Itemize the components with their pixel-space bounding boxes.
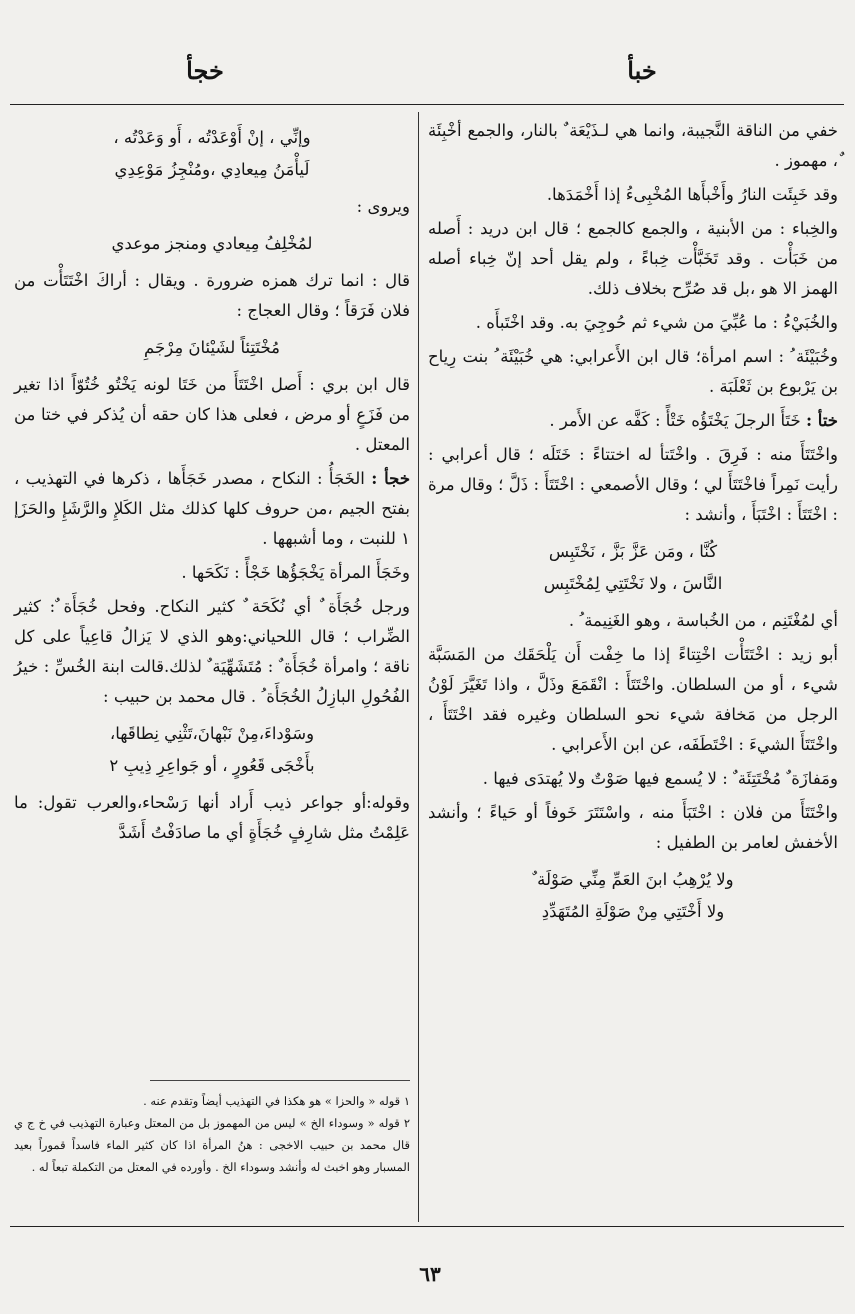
- entry-text: خَتَأَ الرجلَ يَخْتَؤُه خَتْأً : كَفَّه عن الأَمر .: [549, 411, 801, 430]
- footer-rule: [10, 1226, 844, 1227]
- entry-headword: ختأ :: [805, 411, 838, 430]
- paragraph: واخْتَتَأَ منه : فَرِقَ . واخْتَتأ له اختتاءً : خَتَلَه ؛ قال أعرابي : رأيت نَمِراً فاخْتَتَأَ لي ؛ وقال الأصمعي : اخْتَتَأَ : ذَلَّ ؛ وقال مرة : اخْتَتَأَ : اخْتَبَأَ ، وأنشد :: [428, 445, 838, 524]
- paragraph: ومَفازَة ٌ مُخْتَتِئَة ٌ : لا يُسمع فيها صَوْتٌ ولا يُهتدَى فيها .: [482, 769, 838, 788]
- paragraph: وقد خَبِئَت النارُ وأَخْبأَها المُخْبِىءُ إذا أَخْمَدَها.: [546, 185, 838, 204]
- paragraph: أبو زيد : اخْتَتَأْت اخْتِتاءً إذا ما خِفْت أَن يَلْحَقَك من المَسَبَّة شيء ، أو من السلطان. واخْتَتَأَ : انْقَمَعَ وذَلَّ ، واذا تَغَيَّرَ لَوْنُ الرجل من مَخافة شيء نحو السلطان وغيره فقد اخْتَتَأَ ، واخْتَتَأَ الشيءَ : اخْتَطَفَه، عن ابن الأَعرابي .: [428, 645, 838, 754]
- paragraph: واخْتَتَأَ من فلان : اخْتَبَأَ منه ، واسْتَتَرَ خَوفاً أو حَياءً ؛ وأنشد الأخفش لعامر بن الطفيل :: [428, 803, 838, 852]
- verse-line: مُخْتَتِئاً لشَيْئانَ مِرْجَمِ: [144, 338, 280, 357]
- verse-line: ولا أَخْتَتِي مِنْ صَوْلَةِ المُتَهَدِّدِ: [541, 902, 725, 921]
- paragraph: وخُبَيْئَة ُ : اسم امرأة؛ قال ابن الأَعرابي: هي خُبَيْئَة ُ بنت رِياح بن يَرْبوع بن ثَعْلَبَة .: [428, 347, 838, 396]
- verse-line: لمُخْلِفُ مِيعادي ومنجز موعدي: [111, 234, 313, 253]
- verse-line: وإنِّي ، إنْ أَوْعَدْتُه ، أَو وَعَدْتُه ،: [113, 128, 311, 147]
- paragraph: خفي من الناقة النَّجيبة، وانما هي لـذَيْعَة ٌ بالنار، والجمع أخْبِئَة ٌ، مهموز .: [428, 121, 838, 170]
- paragraph: أي لمُغْتَنِم ، من الخُباسة ، وهو الغَنِيمة ُ .: [568, 611, 838, 630]
- header-left-entry: خجأ: [186, 56, 224, 85]
- verse: [14, 718, 410, 782]
- paragraph: والخِباء : من الأبنية ، والجمع كالجمع ؛ قال ابن دريد : أَصله من خَبَأْت . وقد تَخَبَّأْت خِباءً ، ولم يقل أحد إنّ خِباء أصله الهمز الا هو ،بل قد صُرِّح بخلاف ذلك.: [428, 219, 838, 298]
- right-column: [428, 116, 838, 934]
- paragraph: وقوله:أو جواعر ذيب أَراد أنها رَسْحاء،والعرب تقول: ما عَلِمْتُ مثل شارِفٍ خُجَأَةٍ أي ما صادَفْتُ أَشَدَّ: [14, 793, 410, 842]
- verse-line: وسَوْداءَ،مِنْ نَبْهانَ،تَثْنِي نِطاقَها،: [109, 724, 315, 743]
- entry-paragraph: [14, 464, 410, 554]
- page-number: ٦٣: [419, 1262, 441, 1286]
- entry-paragraph: [428, 406, 838, 436]
- paragraph: قال : انما ترك همزه ضرورة . ويقال : أراكَ اخْتَتَأْت من فلان فَرَقاً ؛ وقال العجاج :: [14, 271, 410, 320]
- verse-line: ولا يُرْهِبُ ابنَ العَمِّ مِنِّي صَوْلَة ٌ: [532, 870, 734, 889]
- verse-line: لَيأْمَنُ مِيعادِي ،ومُنْجِزُ مَوْعِدِي: [114, 160, 310, 179]
- paragraph: قال ابن بري : أَصل اخْتَتَأَ من خَتَا لونه يَخْتُو خُتُوّاً اذا تغير من فَزَعٍ أو مرض ، فعلى هذا كان حقه أن يُذكر في ختا من المعتل .: [14, 375, 410, 454]
- footnote: ٢ قوله « وسوداء الخ » ليس من المهموز بل من المعتل وعبارة التهذيب في خ ج ي قال محمد بن حبيب الاخجى : هنُ المرأة اذا كان كثير الماء فاسداً قموراً بعيد المسبار وهو اخبث له وأنشد وسوداء الخ . وأورده في المعتل من التكملة تبعاً له .: [14, 1116, 410, 1174]
- paragraph: ورجل خُجَأَة ٌ أي نُكَحَة ٌ كثير النكاح. وفحل خُجَأَة ٌ: كثير الضِّراب ؛ قال اللحياني:وهو الذي لا يَزالُ قاعِياً على كل ناقة ؛ وامرأة خُجَأَة ٌ : مُتَشَهِّيَة ٌ لذلك.قالت ابنة الخُسِّ : خيرُ الفُحُولِ البازِلُ الخُجَأَة ُ . قال محمد بن حبيب :: [14, 597, 410, 706]
- header-rule: [10, 104, 844, 105]
- verse: [428, 864, 838, 928]
- entry-headword: خجأ :: [371, 469, 411, 488]
- verse-line: بأَخْجَى قَعُورٍ ، أو جَواعِرِ ذِيبِ ٢: [109, 756, 315, 775]
- footnote-rule: [150, 1080, 410, 1081]
- paragraph: ويروى :: [356, 197, 410, 216]
- entry-text: الخَجَأُ : النكاح ، مصدر خَجَأَها ، ذكرها في التهذيب ، بفتح الجيم ،من حروف كلها كذلك مثل الكَلإِ والرَّشَإِ والحَزَإ ١ للنبت ، وما أشبهها .: [14, 469, 410, 548]
- verse: [14, 332, 410, 364]
- verse: [14, 228, 410, 260]
- footnotes: [14, 1090, 410, 1178]
- verse: [14, 122, 410, 186]
- verse: [428, 536, 838, 600]
- footnote: ١ قوله « والحزا » هو هكذا في التهذيب أيضاً وتقدم عنه .: [143, 1094, 410, 1108]
- header-right-entry: خبأ: [627, 56, 657, 85]
- left-column: [14, 116, 410, 852]
- verse-line: كُنَّا ، ومَن عَزَّ بَزَّ ، نَخْتَبِس: [548, 542, 718, 561]
- verse-line: النَّاسَ ، ولا نَخْتَتِي لِمُخْتَبِس: [543, 574, 723, 593]
- paragraph: والخُبَيْءُ : ما عُبِّيَ من شيء ثم حُوجِيَ به. وقد اخْتَبأَه .: [475, 313, 838, 332]
- paragraph: وخَجَأَ المرأة يَخْجَؤُها خَجْأً : نَكَحَها .: [181, 563, 410, 582]
- column-divider: [418, 112, 419, 1222]
